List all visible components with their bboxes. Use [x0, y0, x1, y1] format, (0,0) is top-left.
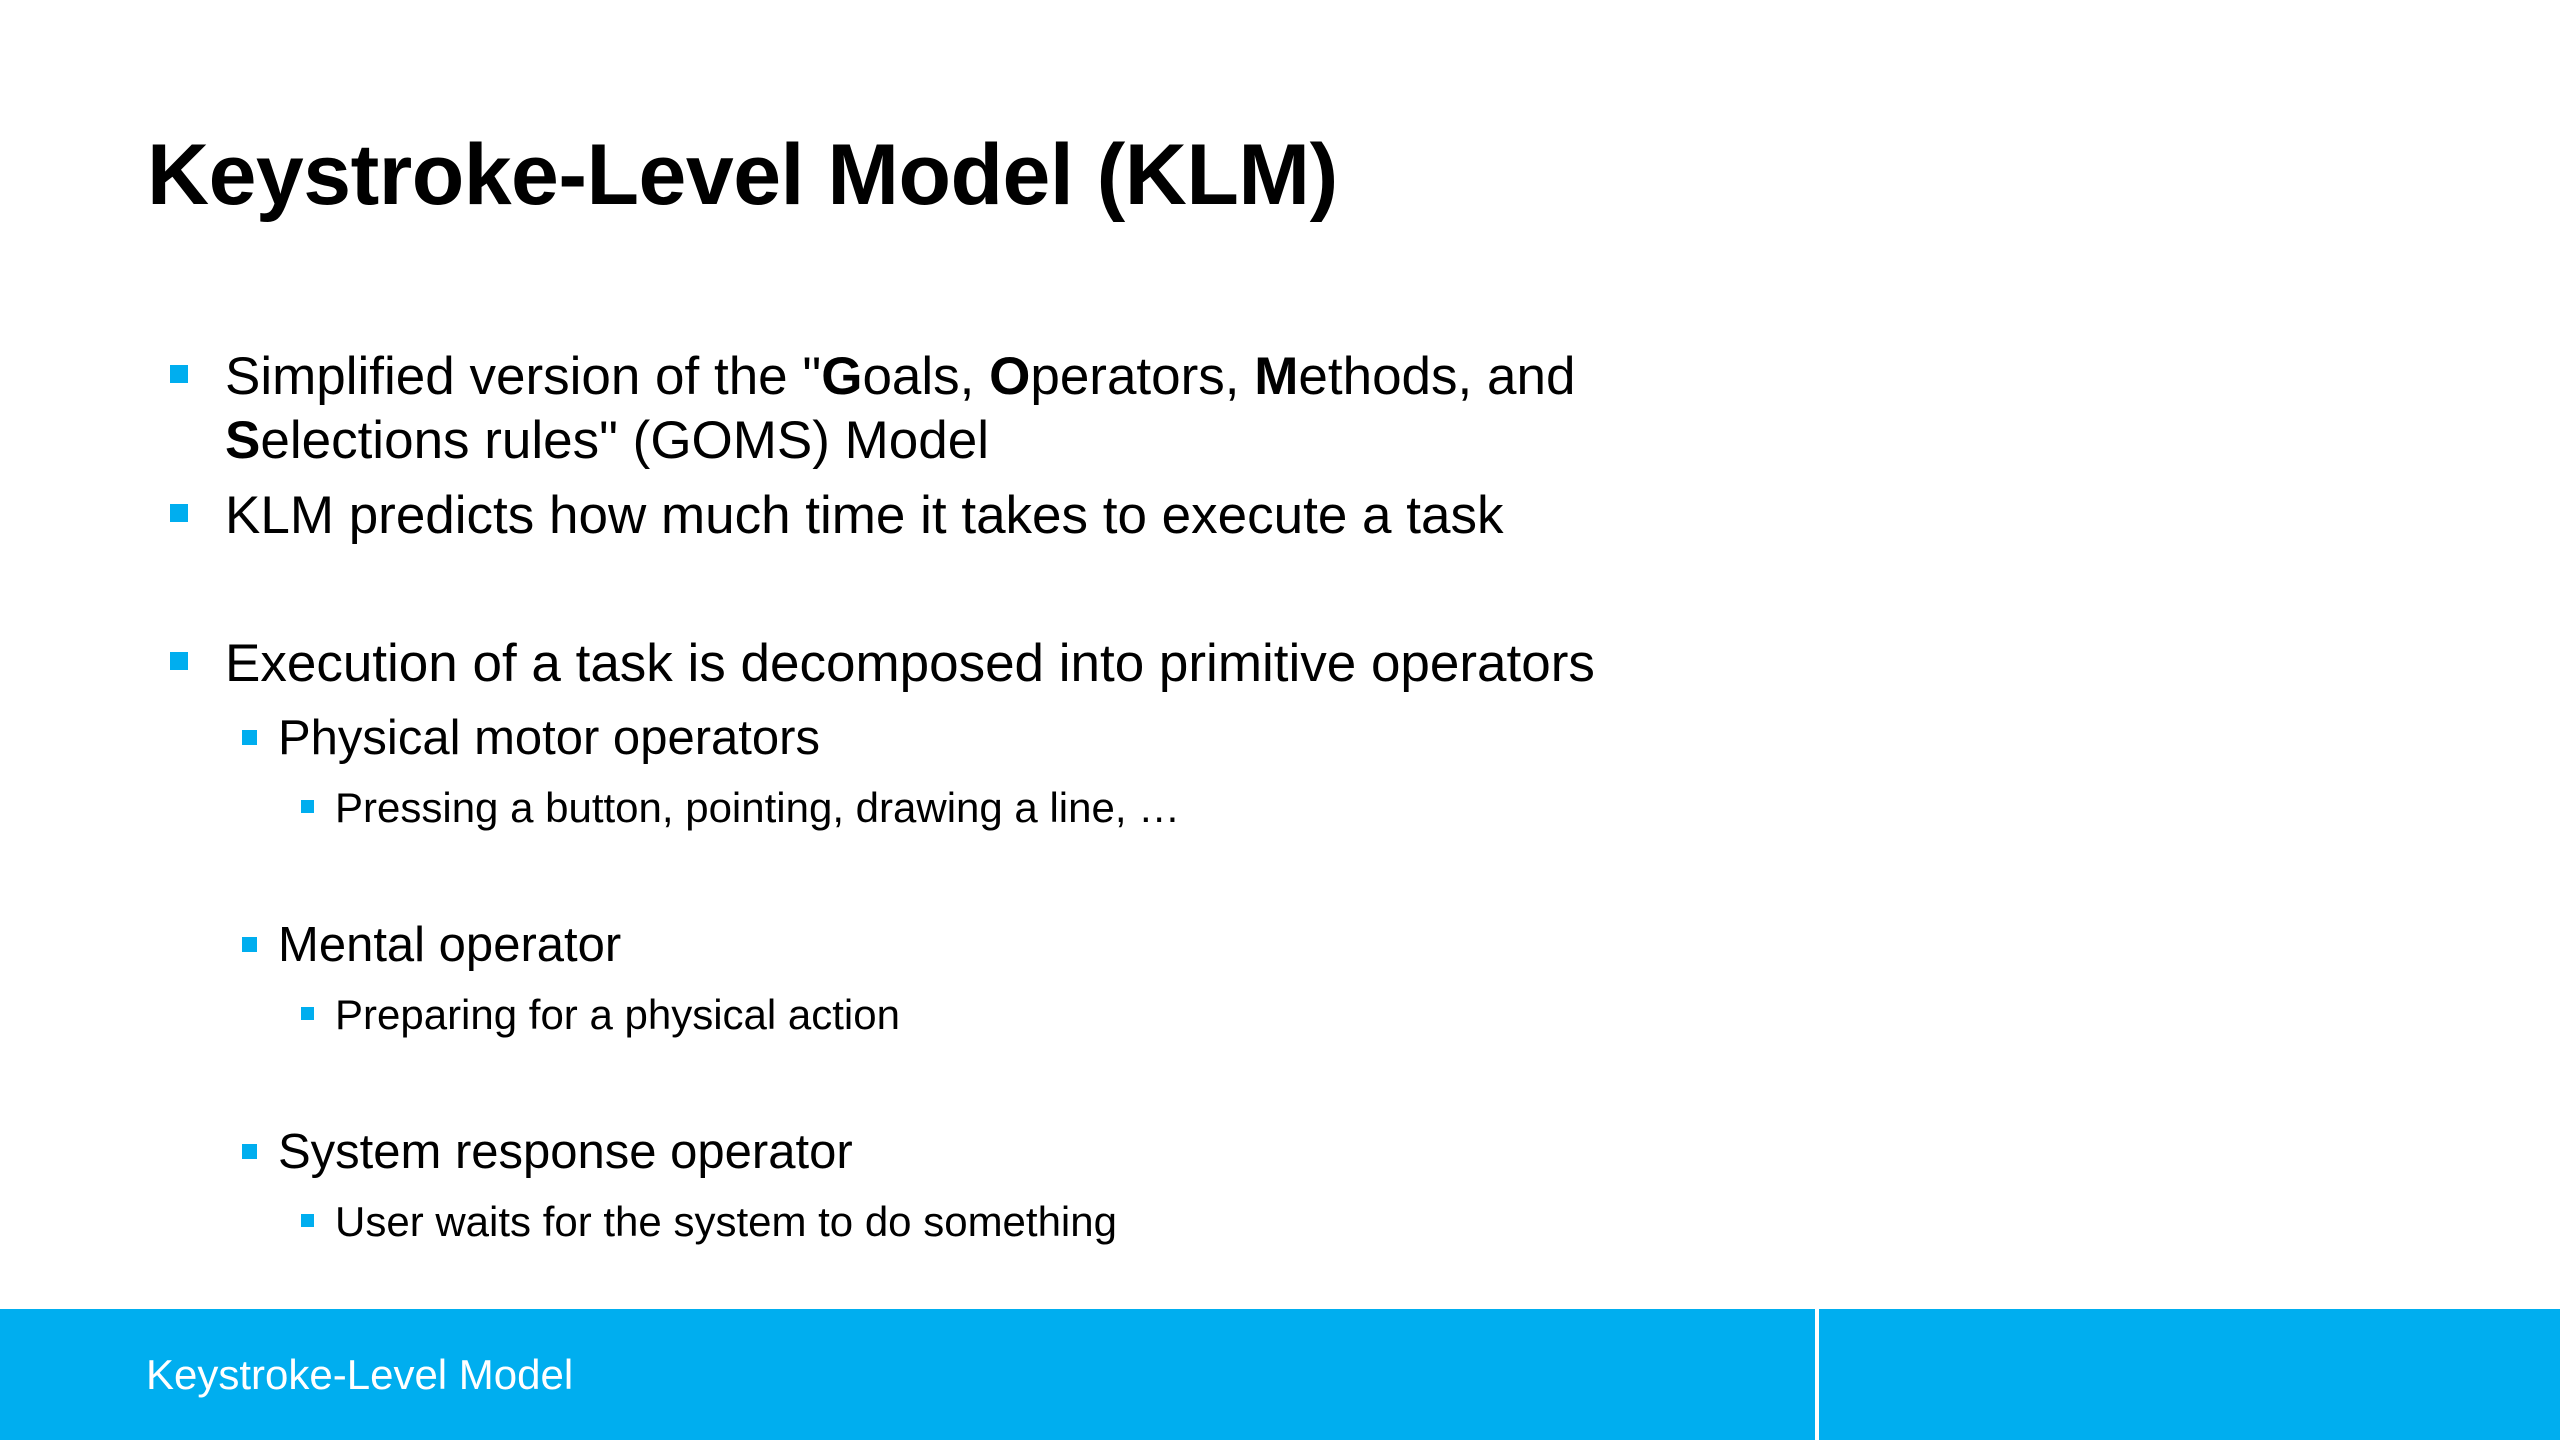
square-bullet-icon — [170, 504, 188, 522]
bullet-physical-examples: Pressing a button, pointing, drawing a line, … — [335, 782, 1180, 834]
bullet-system-example: User waits for the system to do something — [335, 1196, 1117, 1248]
slide-title: Keystroke-Level Model (KLM) — [147, 127, 1338, 223]
footer-bar — [0, 1309, 2560, 1440]
square-bullet-icon — [242, 730, 257, 745]
square-bullet-icon — [301, 800, 314, 813]
bullet-mental-example: Preparing for a physical action — [335, 989, 900, 1041]
square-bullet-icon — [301, 1007, 314, 1020]
bullet-mental: Mental operator — [278, 915, 621, 975]
bullet-goms-line2: Selections rules" (GOMS) Model — [225, 411, 990, 470]
square-bullet-icon — [170, 365, 188, 383]
bullet-physical-motor: Physical motor operators — [278, 708, 820, 768]
footer-label: Keystroke-Level Model — [146, 1351, 574, 1398]
bullet-klm-predicts: KLM predicts how much time it takes to execute a task — [225, 484, 1503, 548]
bullet-goms — [225, 345, 1575, 473]
square-bullet-icon — [170, 652, 188, 670]
square-bullet-icon — [242, 1144, 257, 1159]
square-bullet-icon — [242, 937, 257, 952]
footer-divider — [1815, 1309, 1819, 1440]
bullet-goms-line1: Simplified version of the "Goals, Operators, Methods, and — [225, 347, 1576, 406]
bullet-execution: Execution of a task is decomposed into primitive operators — [225, 632, 1595, 696]
square-bullet-icon — [301, 1214, 314, 1227]
bullet-system-response: System response operator — [278, 1122, 853, 1182]
